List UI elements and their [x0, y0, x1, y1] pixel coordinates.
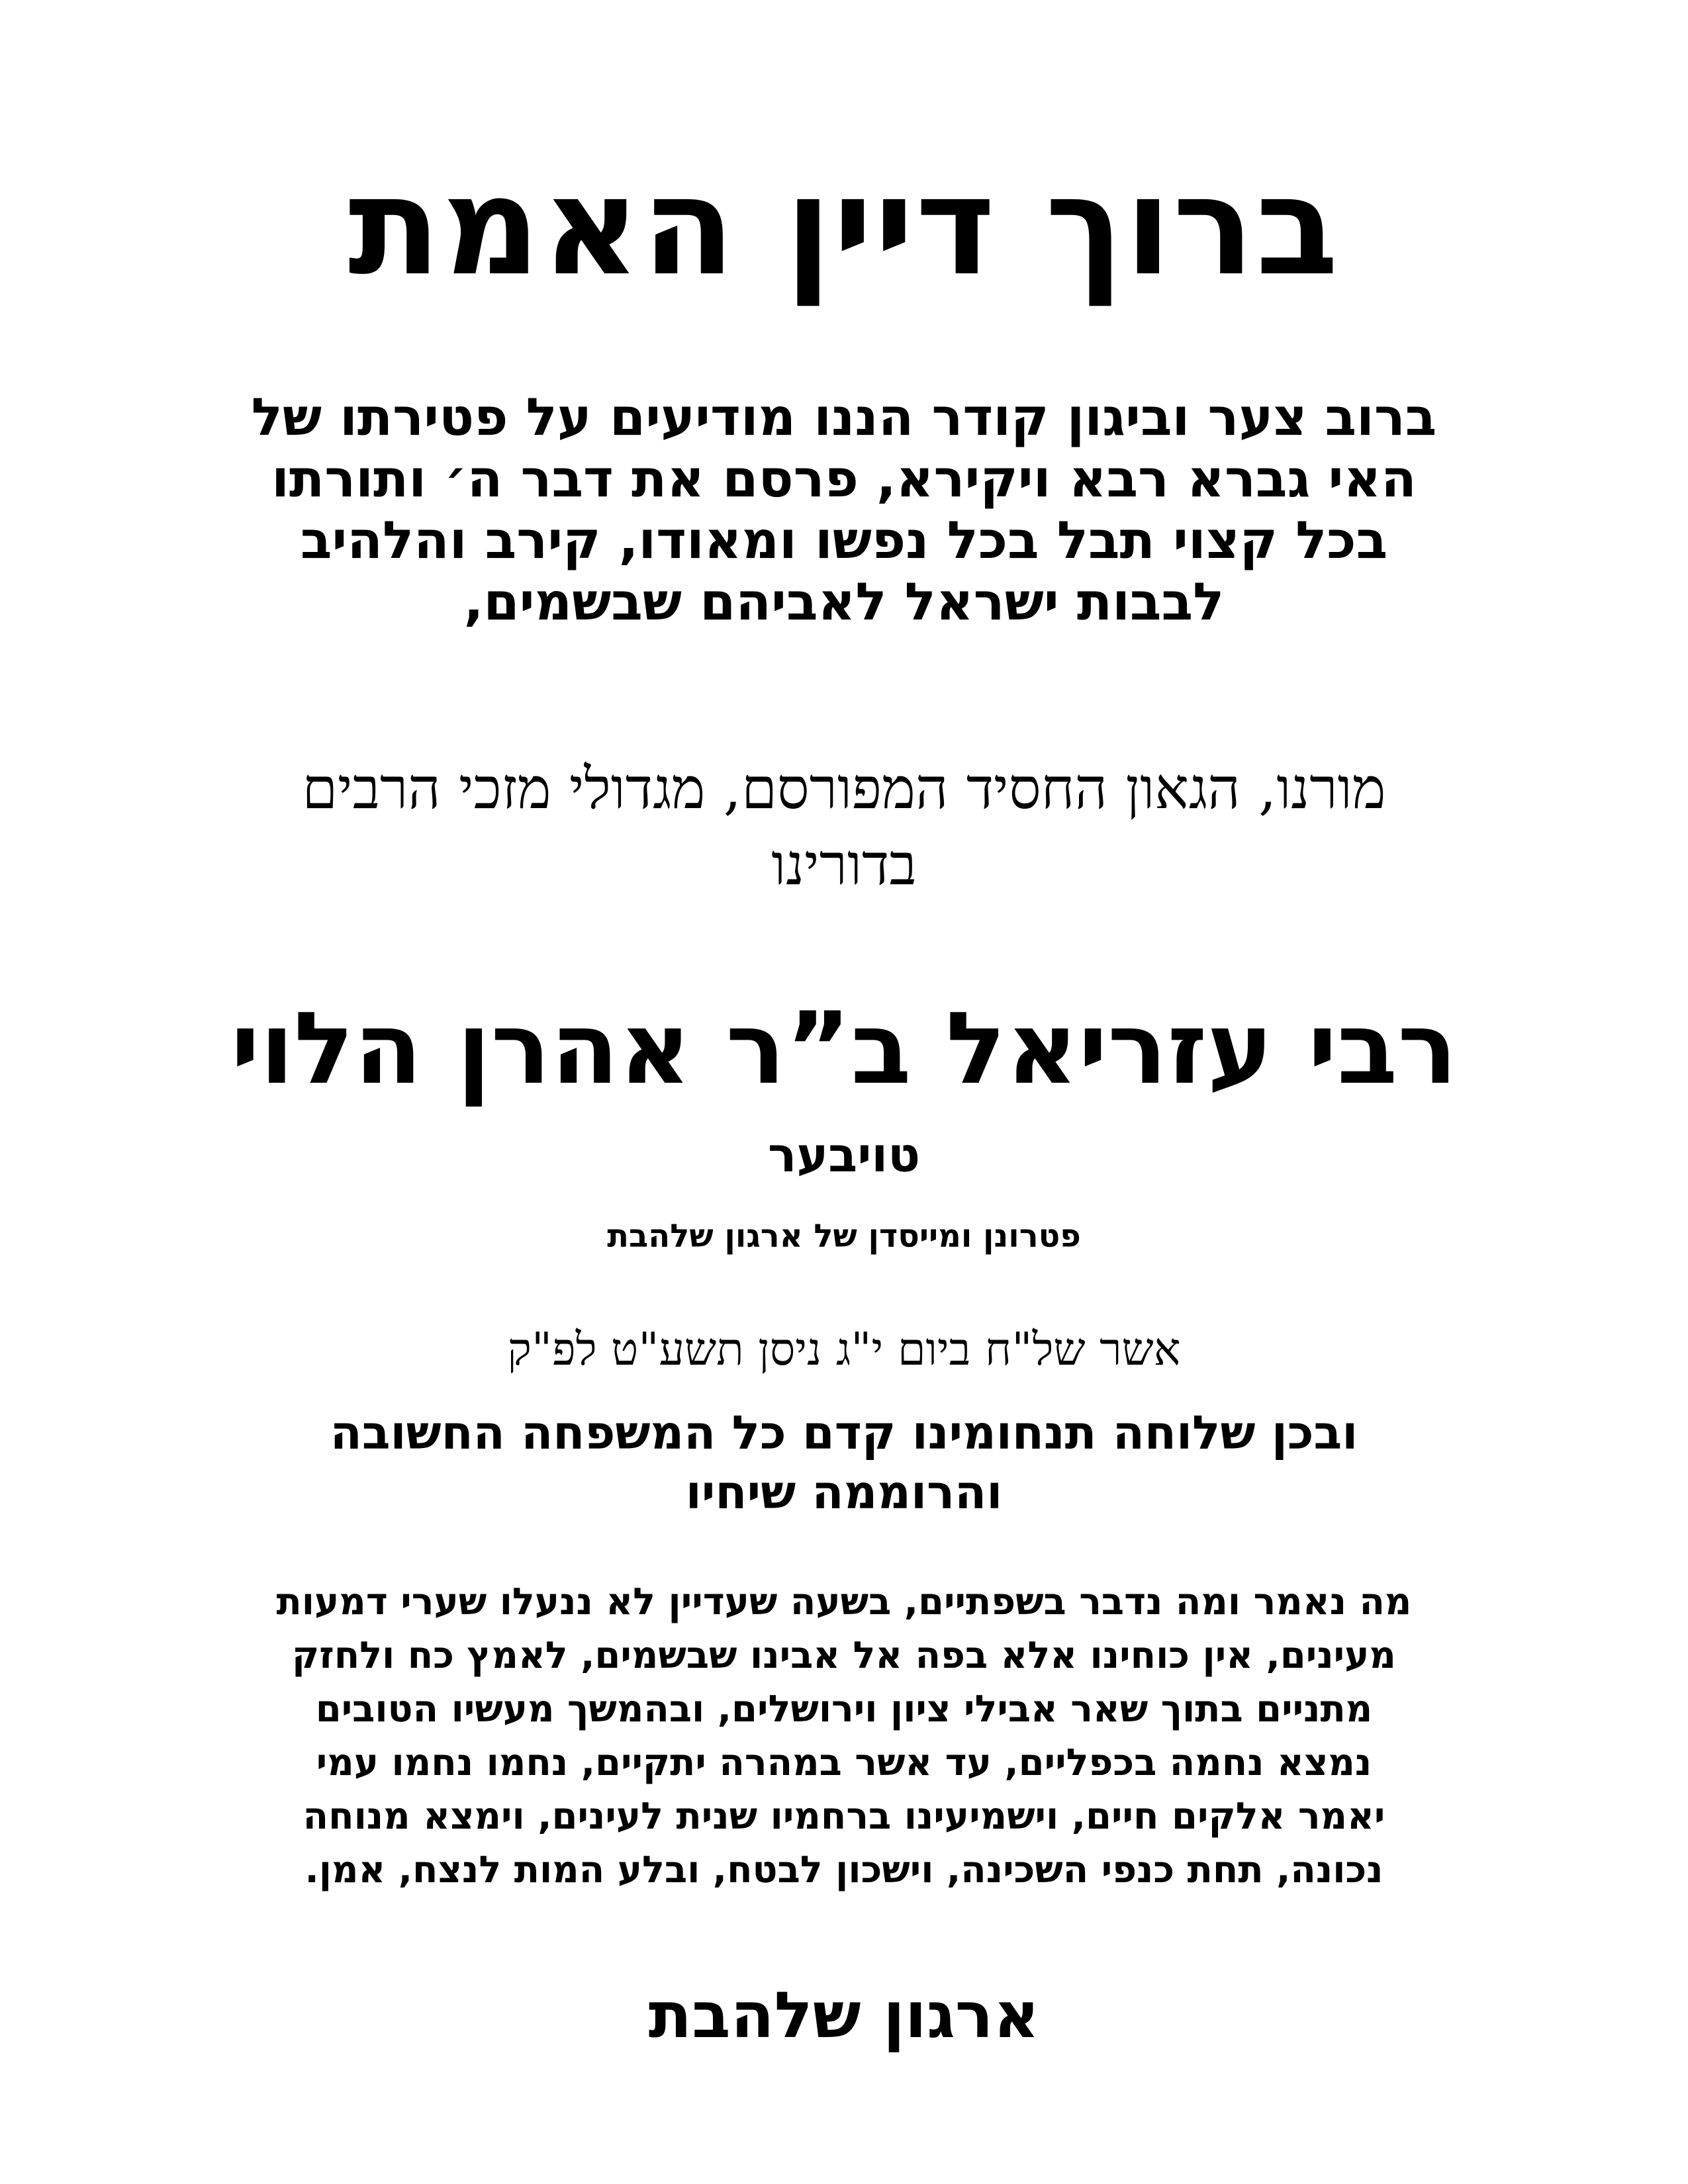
honorific-line: בדורינו [771, 832, 917, 898]
condolence-message [0, 1403, 1688, 1522]
deceased-surname [0, 1125, 1688, 1185]
consolation-line: יאמר אלקים חיים, וישמיעינו ברחמיו שנית לעינים, וימצא מנוחה [303, 1795, 1385, 1838]
deceased-role-text: פטרונן ומייסדן של ארגון שלהבת [607, 1218, 1081, 1255]
consolation-line: נמצא נחמה בכפליים, עד אשר במהרה יתקיים, נחמו נחמו עמי [316, 1741, 1372, 1784]
announcement-line: האי גברא רבא ויקירא, פרסם את דבר ה׳ ותורתו [271, 449, 1417, 509]
notice-title [0, 148, 1688, 306]
consolation-line: מתניים בתוך שאר אבילי ציון וירושלים, ובהמשך מעשיו הטובים [315, 1688, 1373, 1731]
honorific-title [0, 751, 1688, 903]
deceased-role [0, 1216, 1688, 1256]
deceased-surname-text: טויבער [767, 1127, 921, 1183]
notice-title-text: ברוך דיין האמת [348, 148, 1340, 306]
honorific-line: מורנו, הגאון החסיד המפורסם, מגדולי מזכי הרבים [302, 756, 1386, 822]
announcement-line: לבבות ישראל לאביהם שבשמים, [463, 572, 1225, 632]
date-of-passing-text: אשר של"ח ביום י"ג ניסן תשע"ט לפ"ק [507, 1324, 1181, 1376]
consolation-line: נכונה, תחת כנפי השכינה, וישכון לבטח, ובלע המות לנצח, אמן. [305, 1848, 1383, 1891]
date-of-passing [0, 1320, 1688, 1380]
consolation-paragraph [0, 1575, 1688, 1897]
consolation-line: מעינים, אין כוחינו אלא בפה אל אבינו שבשמים, לאמץ כח ולחזק [292, 1634, 1396, 1677]
deceased-name-text: רבי עזריאל ב”ר אהרן הלוי [230, 991, 1458, 1107]
consolation-line: מה נאמר ומה נדבר בשפתיים, בשעה שעדיין לא ננעלו שערי דמעות [276, 1580, 1412, 1623]
organization-signature-text: ארגון שלהבת [648, 1978, 1040, 2052]
condolence-line: והרוממה שיחיו [685, 1465, 1003, 1520]
condolence-line: ובכן שלוחה תנחומינו קדם כל המשפחה החשובה [330, 1406, 1358, 1460]
announcement-line: ברוב צער וביגון קודר הננו מודיעים על פטירתו של [251, 388, 1437, 447]
announcement-line: בכל קצוי תבל בכל נפשו ומאודו, קירב והלהיב [300, 511, 1388, 570]
organization-signature [0, 1979, 1688, 2052]
deceased-name [0, 993, 1688, 1105]
announcement-paragraph [0, 387, 1688, 633]
